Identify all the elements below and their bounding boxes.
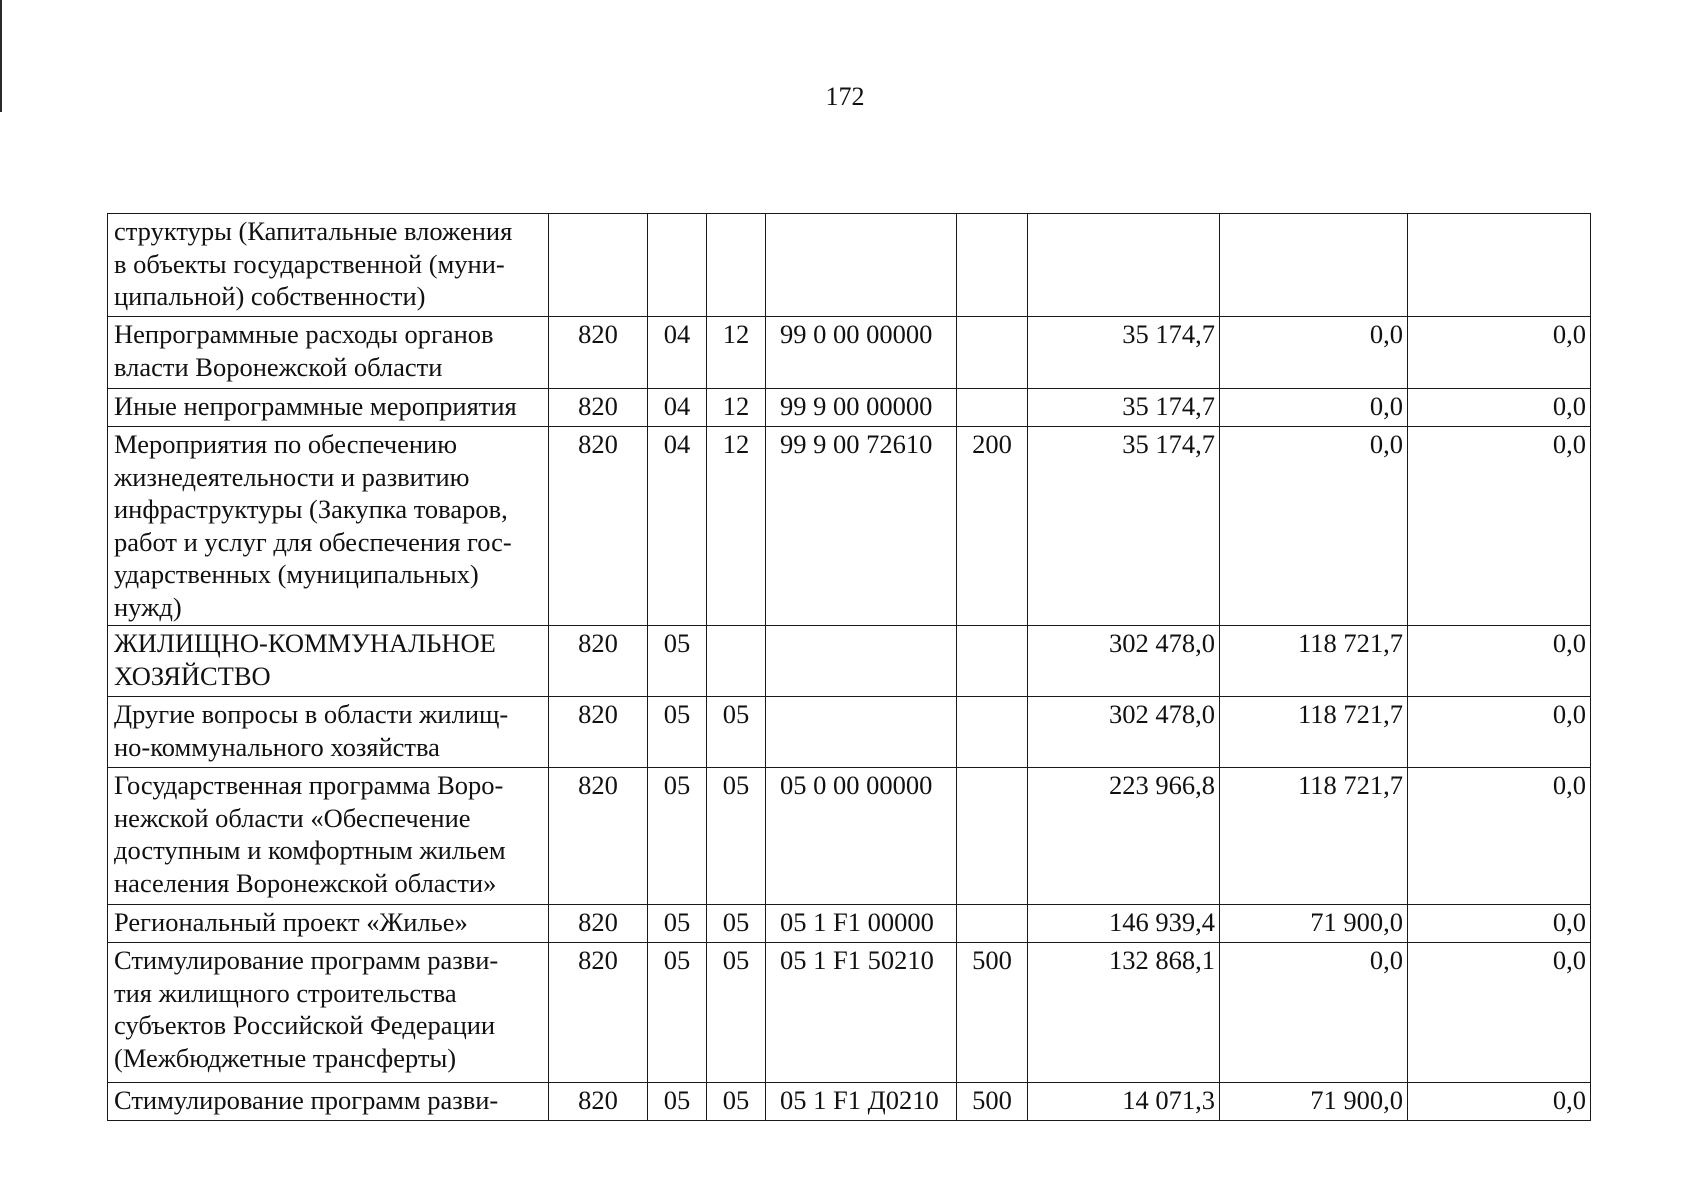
row-name-cell: структуры (Капитальные вложения в объекты государственной (муни- ципальной) собственности) [108,214,549,317]
row-name-cell: Мероприятия по обеспечению жизнедеятельности и развитию инфраструктуры (Закупка товаров, работ и услуг для обеспечения гос- ударственных (муниципальных) нужд) [108,427,549,626]
amount-year2-cell: 0,0 [1220,943,1408,1083]
page-number: 172 [825,82,865,111]
grbs-cell: 820 [549,427,648,626]
subsection-cell: 05 [707,1083,766,1121]
subsection-cell: 05 [707,768,766,905]
expense-type-cell [957,905,1028,943]
amount-year1-cell: 302 478,0 [1028,626,1220,697]
grbs-cell: 820 [549,768,648,905]
amount-year1-cell: 223 966,8 [1028,768,1220,905]
expense-type-cell [957,317,1028,389]
amount-year3-cell: 0,0 [1408,905,1591,943]
subsection-cell: 05 [707,697,766,768]
amount-year2-cell: 0,0 [1220,389,1408,427]
amount-year3-cell: 0,0 [1408,943,1591,1083]
section-cell: 05 [648,697,707,768]
amount-year2-cell: 118 721,7 [1220,768,1408,905]
budget-table [107,213,1591,1121]
section-cell: 04 [648,389,707,427]
amount-year3-cell: 0,0 [1408,626,1591,697]
subsection-cell: 12 [707,317,766,389]
row-name-cell: Непрограммные расходы органов власти Воронежской области [108,317,549,389]
amount-year1-cell: 302 478,0 [1028,697,1220,768]
amount-year1-cell: 132 868,1 [1028,943,1220,1083]
amount-year3-cell: 0,0 [1408,389,1591,427]
section-cell: 05 [648,943,707,1083]
expense-type-cell [957,697,1028,768]
subsection-cell: 12 [707,389,766,427]
expense-type-cell [957,626,1028,697]
subsection-cell [707,626,766,697]
amount-year2-cell: 118 721,7 [1220,697,1408,768]
section-cell: 05 [648,626,707,697]
section-cell: 05 [648,905,707,943]
row-name-cell: Другие вопросы в области жилищ- но-коммунального хозяйства [108,697,549,768]
budget-table-body [108,214,1591,1121]
table-row [108,389,1591,427]
subsection-cell: 05 [707,905,766,943]
row-name-cell: Стимулирование программ разви- [108,1083,549,1121]
target-article-cell: 05 1 F1 00000 [766,905,957,943]
grbs-cell: 820 [549,697,648,768]
table-row [108,427,1591,626]
amount-year3-cell: 0,0 [1408,697,1591,768]
amount-year3-cell: 0,0 [1408,427,1591,626]
amount-year1-cell [1028,214,1220,317]
amount-year3-cell [1408,214,1591,317]
target-article-cell [766,626,957,697]
amount-year3-cell: 0,0 [1408,1083,1591,1121]
amount-year3-cell: 0,0 [1408,768,1591,905]
grbs-cell: 820 [549,317,648,389]
table-row [108,905,1591,943]
table-row [108,1083,1591,1121]
amount-year2-cell: 0,0 [1220,427,1408,626]
amount-year3-cell: 0,0 [1408,317,1591,389]
target-article-cell: 99 9 00 72610 [766,427,957,626]
amount-year1-cell: 35 174,7 [1028,317,1220,389]
grbs-cell: 820 [549,626,648,697]
target-article-cell: 99 9 00 00000 [766,389,957,427]
grbs-cell: 820 [549,905,648,943]
section-cell [648,214,707,317]
amount-year2-cell: 71 900,0 [1220,905,1408,943]
table-row [108,943,1591,1083]
target-article-cell [766,214,957,317]
row-name-cell: Иные непрограммные мероприятия [108,389,549,427]
target-article-cell: 05 1 F1 50210 [766,943,957,1083]
section-cell: 05 [648,768,707,905]
expense-type-cell: 500 [957,943,1028,1083]
amount-year1-cell: 146 939,4 [1028,905,1220,943]
expense-type-cell [957,768,1028,905]
amount-year2-cell [1220,214,1408,317]
row-name-cell: ЖИЛИЩНО-КОММУНАЛЬНОЕ ХОЗЯЙСТВО [108,626,549,697]
table-row [108,214,1591,317]
subsection-cell: 12 [707,427,766,626]
subsection-cell [707,214,766,317]
target-article-cell: 99 0 00 00000 [766,317,957,389]
target-article-cell [766,697,957,768]
table-row [108,768,1591,905]
section-cell: 04 [648,317,707,389]
table-row [108,317,1591,389]
target-article-cell: 05 1 F1 Д0210 [766,1083,957,1121]
amount-year2-cell: 118 721,7 [1220,626,1408,697]
row-name-cell: Стимулирование программ разви- тия жилищного строительства субъектов Российской Федерации (Межбюджетные трансферты) [108,943,549,1083]
section-cell: 05 [648,1083,707,1121]
table-row [108,697,1591,768]
row-name-cell: Государственная программа Воро- нежской области «Обеспечение доступным и комфортным жильем населения Воронежской области» [108,768,549,905]
table-row [108,626,1591,697]
expense-type-cell [957,389,1028,427]
expense-type-cell [957,214,1028,317]
grbs-cell: 820 [549,943,648,1083]
target-article-cell: 05 0 00 00000 [766,768,957,905]
amount-year1-cell: 14 071,3 [1028,1083,1220,1121]
amount-year1-cell: 35 174,7 [1028,427,1220,626]
grbs-cell: 820 [549,1083,648,1121]
amount-year1-cell: 35 174,7 [1028,389,1220,427]
grbs-cell: 820 [549,389,648,427]
expense-type-cell: 500 [957,1083,1028,1121]
amount-year2-cell: 71 900,0 [1220,1083,1408,1121]
grbs-cell [549,214,648,317]
amount-year2-cell: 0,0 [1220,317,1408,389]
expense-type-cell: 200 [957,427,1028,626]
subsection-cell: 05 [707,943,766,1083]
row-name-cell: Региональный проект «Жилье» [108,905,549,943]
section-cell: 04 [648,427,707,626]
